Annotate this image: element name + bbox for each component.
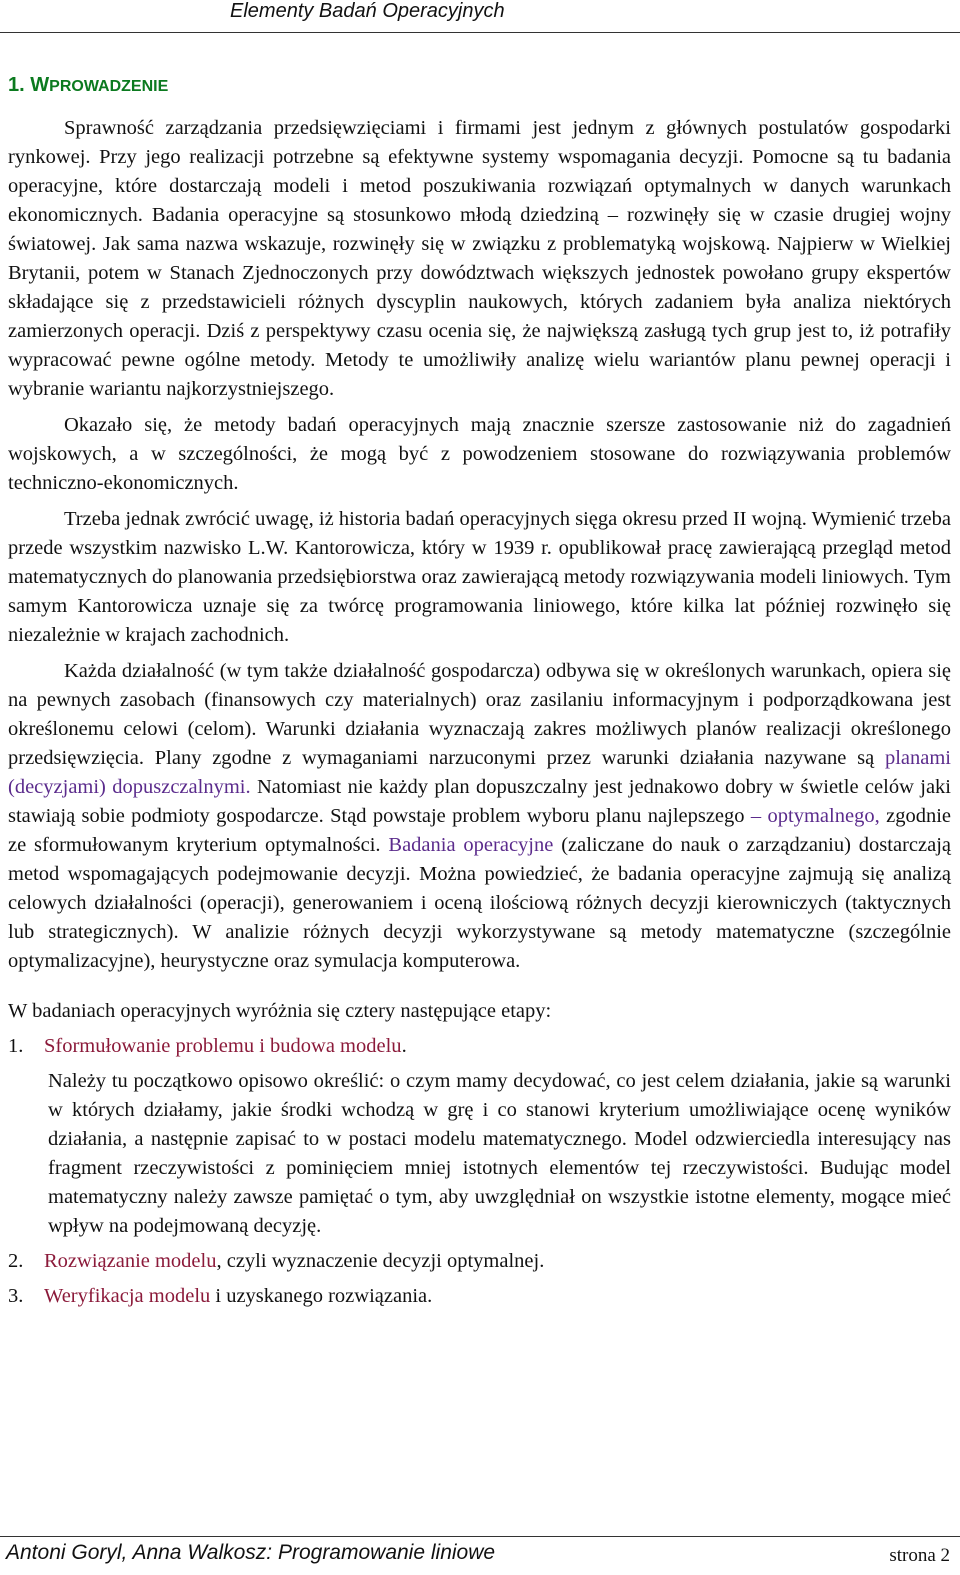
list-item	[8, 1247, 951, 1276]
stage-suffix: .	[401, 1035, 407, 1057]
stage-title: Weryfikacja modelu	[44, 1285, 211, 1307]
stages-intro: W badaniach operacyjnych wyróżnia się cztery następujące etapy:	[8, 1000, 552, 1022]
main-body	[8, 114, 951, 1311]
section-first-letter: W	[30, 74, 50, 96]
stage-suffix: , czyli wyznaczenie decyzji optymalnej.	[216, 1250, 545, 1272]
list-item	[8, 1032, 951, 1061]
paragraph-4	[8, 657, 951, 976]
stage-suffix: i uzyskanego rozwiązania.	[210, 1285, 433, 1307]
section-number: 1.	[8, 74, 25, 96]
stage-title: Sformułowanie problemu i budowa modelu	[44, 1035, 402, 1057]
list-item	[8, 1282, 951, 1311]
page-header	[0, 0, 960, 33]
term-optimal: – optymalnego,	[750, 805, 880, 827]
paragraph-1: Sprawność zarządzania przedsięwzięciami i firmami jest jednym z głównych postulatów gospodarki rynkowej. Przy jego realizacji potrzebne są efektywne systemy wspomagania decyzji. Pomocne są tu badania operacyjne, które dostarczają modeli i metod poszukiwania rozwiązań optymalnych w danych warunkach ekonomicznych. Badania operacyjne są stosunkowo młodą dziedziną – rozwinęły się w czasie drugiej wojny światowej. Jak sama nazwa wskazuje, rozwinęły się w związku z problematyką wojskową. Najpierw w Wielkiej Brytanii, potem w Stanach Zjednoczonych przy dowództwach większych jednostek powołano grupy ekspertów składające się z przedstawicieli różnych dyscyplin naukowych, których zadaniem była analiza niektórych zamierzonych operacji. Dziś z perspektywy czasu ocenia się, że największą zasługą tych grup jest to, iż potrafiły wypracować pewne ogólne metody. Metody te umożliwiły analizę wielu wariantów planu pewnej operacji i wybranie wariantu najkorzystniejszego.	[8, 117, 951, 400]
footer-authors: Antoni Goryl, Anna Walkosz: Programowanie liniowe	[6, 1541, 496, 1564]
stage1-description: Należy tu początkowo opisowo określić: o czym mamy decydować, co jest celem działania, jakie są warunki w których działamy, jakie środki wchodzą w grę i co stanowi kryterium umożliwiające ocenę wyników działania, a następnie zapisać to w postaci modelu matematycznego. Model odzwierciedla interesujący nas fragment rzeczywistości z pominięciem mniej istotnych elementów tej rzeczywistości. Budując model matematyczny należy zawsze pamiętać o tym, aby uwzględniał on wszystkie istotne elementy, mogące mieć wpływ na podejmowaną decyzję.	[48, 1070, 951, 1237]
section-rest: PROWADZENIE	[49, 78, 169, 95]
list-number: 2.	[8, 1250, 24, 1272]
p4-text-a: Każda działalność (w tym także działalność gospodarcza) odbywa się w określonych warunkach, opiera się na pewnych zasobach (finansowych czy materialnych) oraz zasilaniu informacyjnym i podporządkowana jest określonemu celowi (celom). Warunki działania wyznaczają zakres możliwych planów realizacji określonego przedsięwzięcia. Plany zgodne z wymaganiami narzuconymi przez warunki działania nazywane są	[8, 660, 951, 769]
stages-list	[8, 1032, 951, 1311]
paragraph-2: Okazało się, że metody badań operacyjnych mają znacznie szersze zastosowanie niż do zagadnień wojskowych, a w szczególności, że mogą być z powodzeniem stosowane do rozwiązywania problemów techniczno-ekonomicznych.	[8, 414, 951, 494]
list-text	[44, 1247, 544, 1276]
p4-text-b: Natomiast nie każdy plan dopuszczalny jest jednakowo dobry w świetle celów jaki stawiają sobie podmioty gospodarcze. Stąd powstaje problem wyboru planu najlepszego	[8, 776, 951, 827]
page-number: strona 2	[889, 1545, 950, 1566]
list-text	[44, 1282, 432, 1311]
p4-text-c: zgodnie ze sformułowanym kryterium optymalności.	[8, 805, 951, 856]
list-number: 3.	[8, 1285, 24, 1307]
header-title: Elementy Badań Operacyjnych	[230, 0, 505, 22]
section-heading	[8, 74, 168, 97]
term-operations-research: Badania operacyjne	[388, 834, 554, 856]
stage-title: Rozwiązanie modelu	[44, 1250, 217, 1272]
list-number: 1.	[8, 1035, 24, 1057]
page-footer	[0, 1536, 960, 1575]
p4-text-d: (zaliczane do nauk o zarządzaniu) dostarczają metod wspomagających podejmowanie decyzji. Można powiedzieć, że badania operacyjne zajmują się analizą celowych działalności (operacji), generowaniem i oceną ilościową różnych decyzji kierowniczych (taktycznych lub strategicznych). W analizie różnych decyzji wykorzystywane są metody matematyczne (szczególnie optymalizacyjne), heurystyczne oraz symulacja komputerowa.	[8, 834, 951, 972]
list-text	[44, 1032, 407, 1061]
paragraph-3: Trzeba jednak zwrócić uwagę, iż historia badań operacyjnych sięga okresu przed II wojną. Wymienić trzeba przede wszystkim nazwisko L.W. Kantorowicza, który w 1939 r. opublikował pracę zawierającą przegląd metod matematycznych do planowania przedsiębiorstwa oraz zawierającą metody rozwiązywania modeli liniowych. Tym samym Kantorowicza uznaje się za twórcę programowania liniowego, które kilka lat później rozwinęło się niezależnie w krajach zachodnich.	[8, 508, 951, 646]
term-feasible-plans: planami (decyzjami) dopuszczalnymi.	[8, 747, 951, 798]
